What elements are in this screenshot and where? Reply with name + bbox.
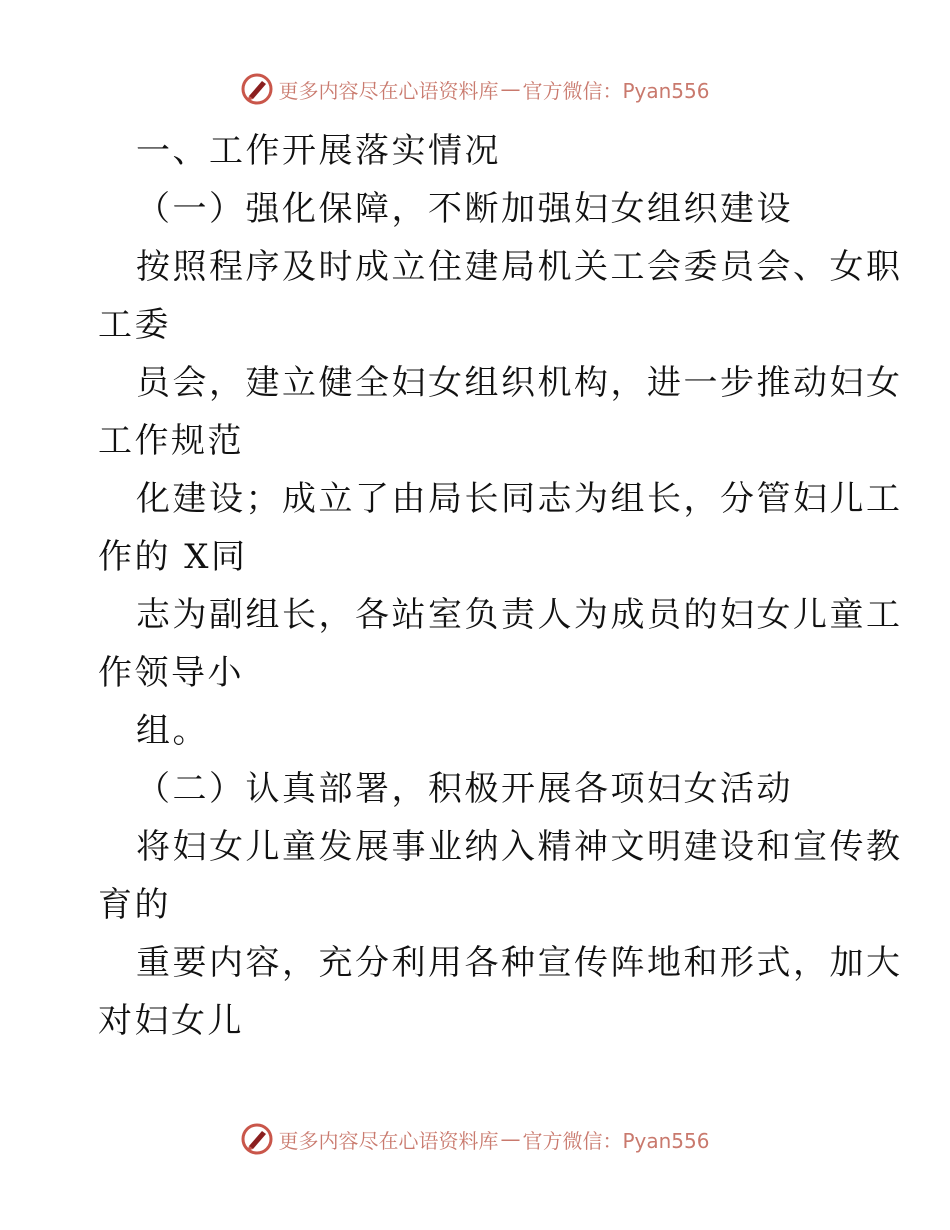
header-banner-separator: — xyxy=(500,77,521,101)
paragraph-line: 工作规范 xyxy=(98,421,244,461)
paragraph-line: 作的 X同 xyxy=(98,537,248,577)
footer-banner-separator: — xyxy=(500,1127,521,1151)
paragraph-line: 工委 xyxy=(98,305,171,345)
header-banner xyxy=(0,72,950,106)
header-banner-text: 更多内容尽在心语资料库 xyxy=(278,78,499,103)
section-heading: 一、工作开展落实情况 xyxy=(136,131,501,171)
document-body xyxy=(98,122,903,1050)
paragraph-line: 志为副组长，各站室负责人为成员的妇女儿童工 xyxy=(136,595,903,635)
subsection-heading: （一）强化保障，不断加强妇女组织建设 xyxy=(136,189,793,229)
pen-logo-icon xyxy=(240,1122,274,1156)
paragraph-line: 组。 xyxy=(136,711,209,751)
paragraph-line: 作领导小 xyxy=(98,653,244,693)
paragraph-line: 按照程序及时成立住建局机关工会委员会、女职 xyxy=(136,247,903,287)
paragraph-line: 员会，建立健全妇女组织机构，进一步推动妇女 xyxy=(136,363,903,403)
pen-logo-icon xyxy=(240,72,274,106)
subsection-heading: （二）认真部署，积极开展各项妇女活动 xyxy=(136,769,793,809)
header-banner-suffix: 官方微信：Pyan556 xyxy=(522,78,710,103)
footer-banner-text: 更多内容尽在心语资料库 xyxy=(278,1128,499,1153)
paragraph-line: 对妇女儿 xyxy=(98,1001,244,1041)
paragraph-line: 育的 xyxy=(98,885,171,925)
paragraph-line: 将妇女儿童发展事业纳入精神文明建设和宣传教 xyxy=(136,827,903,867)
footer-banner xyxy=(0,1122,950,1156)
paragraph-line: 重要内容，充分利用各种宣传阵地和形式，加大 xyxy=(136,943,903,983)
paragraph-line: 化建设；成立了由局长同志为组长，分管妇儿工 xyxy=(136,479,903,519)
footer-banner-suffix: 官方微信：Pyan556 xyxy=(522,1128,710,1153)
